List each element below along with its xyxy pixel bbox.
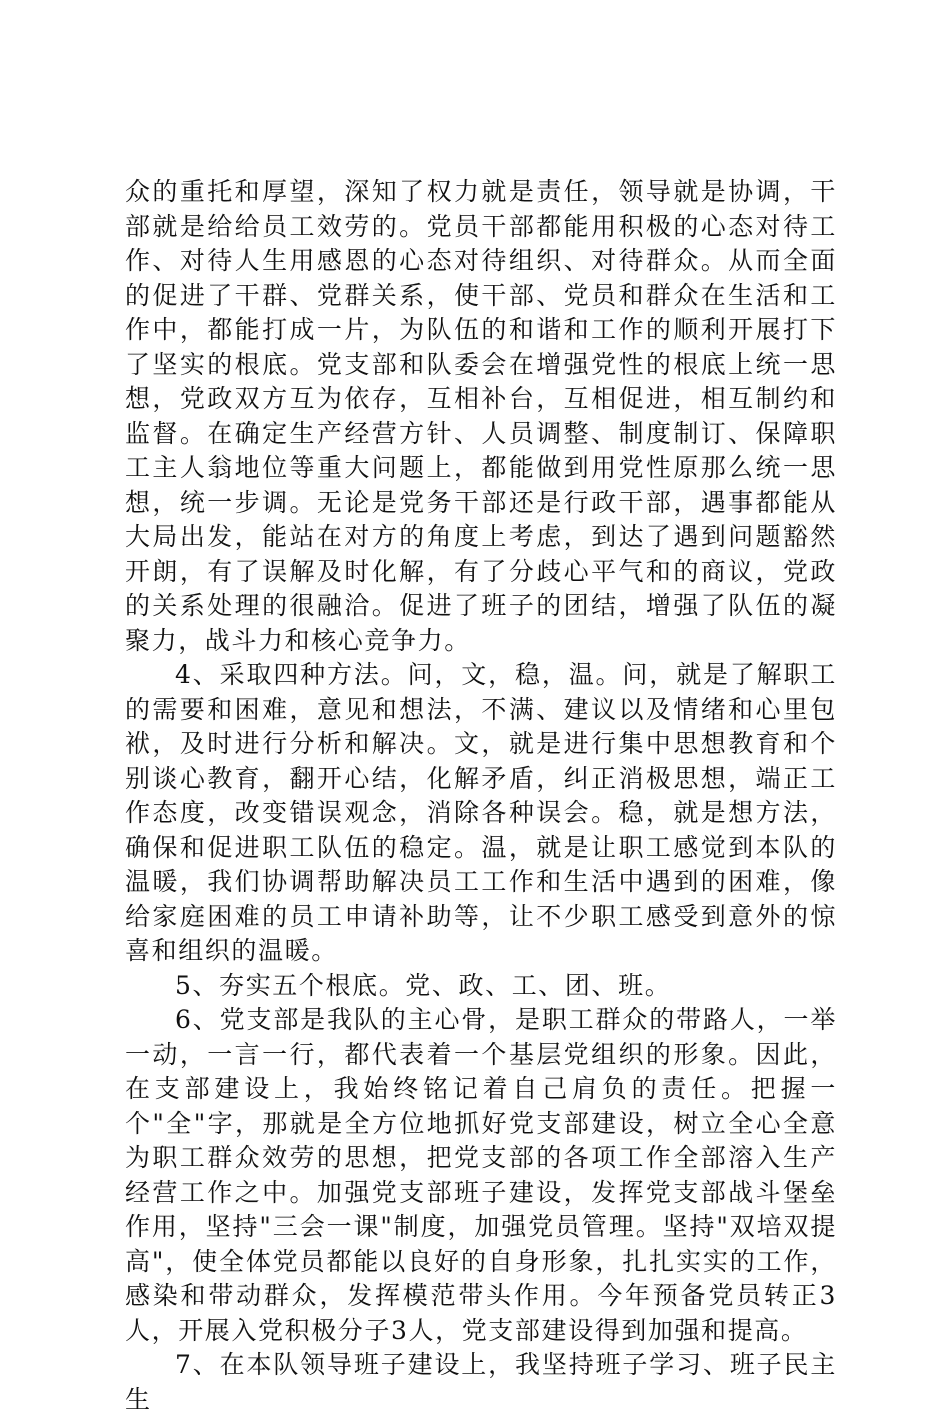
document-body: [125, 175, 837, 1417]
paragraph-item-4: 4、采取四种方法。问，文，稳，温。问，就是了解职工的需要和困难，意见和想法，不满、建议以及情绪和心里包袱，及时进行分析和解决。文，就是进行集中思想教育和个别谈心教育，翻开心结，化解矛盾，纠正消极思想，端正工作态度，改变错误观念，消除各种误会。稳，就是想方法，确保和促进职工队伍的稳定。温，就是让职工感觉到本队的温暖，我们协调帮助解决员工工作和生活中遇到的困难，像给家庭困难的员工申请补助等，让不少职工感受到意外的惊喜和组织的温暖。: [125, 660, 837, 965]
paragraph-item-6: 6、党支部是我队的主心骨，是职工群众的带路人，一举一动，一言一行，都代表着一个基层党组织的形象。因此，在支部建设上，我始终铭记着自己肩负的责任。把握一个"全"字，那就是全方位地抓好党支部建设，树立全心全意为职工群众效劳的思想，把党支部的各项工作全部溶入生产经营工作之中。加强党支部班子建设，发挥党支部战斗堡垒作用，坚持"三会一课"制度，加强党员管理。坚持"双培双提高"，使全体党员都能以良好的自身形象，扎扎实实的工作，感染和带动群众，发挥模范带头作用。今年预备党员转正3人，开展入党积极分子3人，党支部建设得到加强和提高。: [125, 1005, 837, 1345]
paragraph-continuation: 众的重托和厚望，深知了权力就是责任，领导就是协调，干部就是给给员工效劳的。党员干部都能用积极的心态对待工作、对待人生用感恩的心态对待组织、对待群众。从而全面的促进了干群、党群关系，使干部、党员和群众在生活和工作中，都能打成一片，为队伍的和谐和工作的顺利开展打下了坚实的根底。党支部和队委会在增强党性的根底上统一思想，党政双方互为依存，互相补台，互相促进，相互制约和监督。在确定生产经营方针、人员调整、制度制订、保障职工主人翁地位等重大问题上，都能做到用党性原那么统一思想，统一步调。无论是党务干部还是行政干部，遇事都能从大局出发，能站在对方的角度上考虑，到达了遇到问题豁然开朗，有了误解及时化解，有了分歧心平气和的商议，党政的关系处理的很融洽。促进了班子的团结，增强了队伍的凝聚力，战斗力和核心竞争力。: [125, 177, 837, 655]
paragraph-item-7: 7、在本队领导班子建设上，我坚持班子学习、班子民主生: [125, 1350, 837, 1414]
paragraph-item-5: 5、夯实五个根底。党、政、工、团、班。: [175, 970, 672, 1000]
